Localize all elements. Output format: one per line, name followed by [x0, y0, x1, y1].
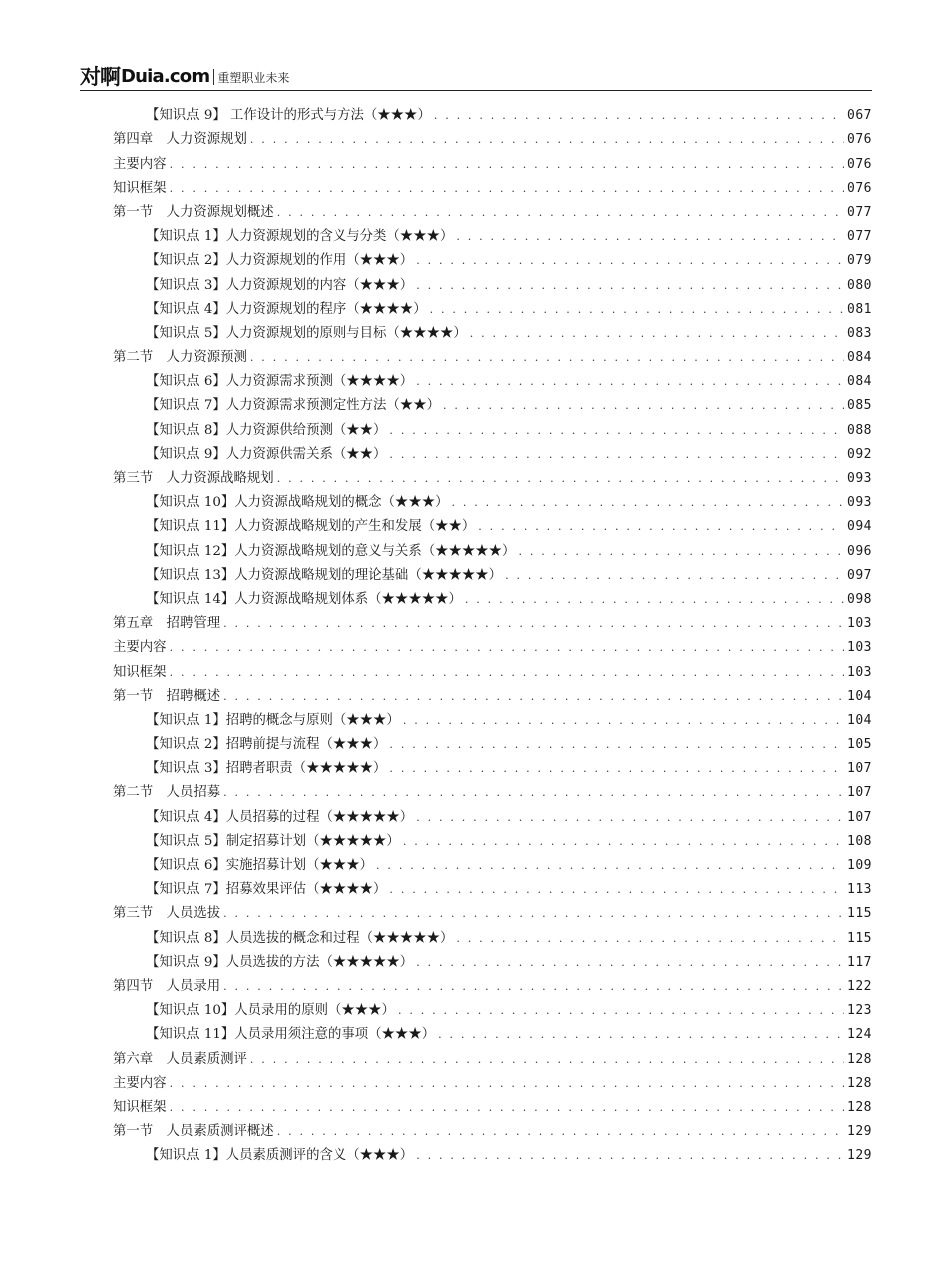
logo-domain: Duia.com: [121, 66, 210, 87]
toc-entry-title: 【知识点 8】人员选拔的概念和过程（★★★★★）: [146, 930, 454, 946]
toc-page-number: 092: [847, 446, 872, 462]
toc-page-number: 128: [847, 1099, 872, 1115]
toc-entry-title: 【知识点 11】人力资源战略规划的产生和发展（★★）: [146, 519, 476, 535]
toc-leader-dots: [452, 494, 845, 512]
toc-entry-knowledge-point[interactable]: [113, 101, 872, 125]
toc-page-number: 084: [847, 374, 872, 390]
toc-leader-dots: [389, 760, 844, 778]
toc-leader-dots: [416, 954, 844, 972]
toc-page-number: 128: [847, 1051, 872, 1067]
toc-leader-dots: [389, 422, 844, 440]
toc-entry-title: 【知识点 7】人力资源需求预测定性方法（★★）: [146, 398, 440, 414]
logo-divider: [213, 69, 214, 85]
toc-leader-dots: [518, 543, 844, 561]
toc-entry-knowledge-point[interactable]: [113, 948, 872, 972]
toc-entry-title: 【知识点 8】人力资源供给预测（★★）: [146, 422, 387, 438]
toc-page-number: 109: [847, 858, 872, 873]
toc-page-number: 129: [847, 1148, 872, 1164]
toc-leader-dots: [376, 857, 844, 875]
toc-entry-knowledge-point[interactable]: [113, 536, 872, 560]
toc-entry-title: 第一节 人员素质测评概述: [113, 1124, 274, 1140]
toc-entry-knowledge-point[interactable]: [113, 706, 872, 730]
toc-entry-section[interactable]: [113, 778, 872, 802]
logo-slogan: 重塑职业未来: [217, 71, 290, 85]
toc-entry-knowledge-point[interactable]: [113, 827, 872, 851]
toc-entry-section[interactable]: [113, 972, 872, 996]
toc-entry-title: 【知识点 4】人力资源规划的程序（★★★★）: [146, 301, 427, 317]
toc-leader-dots: [223, 905, 844, 923]
toc-leader-dots: [223, 978, 844, 996]
toc-entry-section[interactable]: [113, 343, 872, 367]
toc-entry-title: 【知识点 5】人力资源规划的原则与目标（★★★★）: [146, 325, 467, 341]
toc-page-number: 098: [847, 591, 872, 607]
toc-leader-dots: [389, 881, 844, 899]
toc-leader-dots: [456, 228, 844, 246]
toc-page-number: 096: [847, 543, 872, 559]
toc-page-number: 076: [847, 180, 872, 196]
logo-chinese-name: 对啊: [80, 65, 120, 89]
toc-entry-title: 【知识点 3】招聘者职责（★★★★★）: [146, 761, 387, 777]
toc-page-number: 115: [847, 930, 872, 946]
toc-leader-dots: [416, 1147, 844, 1165]
toc-leader-dots: [465, 591, 844, 609]
toc-entry-title: 知识框架: [113, 1099, 167, 1115]
toc-entry-section[interactable]: [113, 899, 872, 923]
page-header: [80, 62, 872, 91]
toc-entry-knowledge-point[interactable]: [113, 319, 872, 343]
toc-entry-knowledge-point[interactable]: [113, 802, 872, 826]
toc-leader-dots: [403, 833, 844, 851]
toc-page-number: 103: [847, 616, 872, 632]
toc-leader-dots: [478, 518, 844, 536]
toc-entry-knowledge-point[interactable]: [113, 367, 872, 391]
toc-leader-dots: [170, 156, 844, 174]
toc-entry-knowledge-point[interactable]: [113, 754, 872, 778]
toc-entry-knowledge-point[interactable]: [113, 391, 872, 415]
toc-leader-dots: [403, 712, 844, 730]
toc-entry-knowledge-point[interactable]: [113, 996, 872, 1020]
toc-leader-dots: [250, 131, 844, 149]
toc-leader-dots: [416, 252, 844, 270]
toc-leader-dots: [470, 325, 844, 343]
toc-entry-title: 第二节 人员招募: [113, 785, 221, 801]
toc-entry-title: 【知识点 2】招聘前提与流程（★★★）: [146, 737, 387, 753]
toc-entry-title: 【知识点 10】人力资源战略规划的概念（★★★）: [146, 495, 449, 511]
toc-page-number: 083: [847, 325, 872, 341]
toc-entry-title: 主要内容: [113, 156, 167, 172]
toc-entry-title: 第四节 人员录用: [113, 978, 221, 994]
toc-entry-title: 主要内容: [113, 640, 167, 656]
toc-page-number: 077: [847, 204, 872, 220]
toc-page-number: 107: [847, 809, 872, 825]
toc-entry-title: 第三节 人力资源战略规划: [113, 471, 274, 486]
toc-entry-section[interactable]: [113, 149, 872, 173]
toc-leader-dots: [443, 397, 844, 415]
toc-page-number: 117: [847, 954, 872, 970]
toc-entry-title: 【知识点 1】招聘的概念与原则（★★★）: [146, 712, 400, 728]
toc-page-number: 123: [847, 1003, 872, 1019]
toc-leader-dots: [277, 204, 844, 222]
toc-page-number: 081: [847, 301, 872, 317]
toc-entry-section[interactable]: [113, 198, 872, 222]
toc-entry-section[interactable]: [113, 464, 872, 488]
toc-entry-title: 【知识点 9】人员选拔的方法（★★★★★）: [146, 954, 414, 970]
toc-entry-knowledge-point[interactable]: [113, 730, 872, 754]
toc-page-number: 104: [847, 712, 872, 728]
toc-entry-title: 第二节 人力资源预测: [113, 350, 247, 366]
toc-entry-knowledge-point[interactable]: [113, 488, 872, 512]
toc-entry-title: 【知识点 1】人力资源规划的含义与分类（★★★）: [146, 229, 454, 245]
toc-entry-knowledge-point[interactable]: [113, 851, 872, 875]
toc-page-number: 079: [847, 253, 872, 269]
toc-entry-section[interactable]: [113, 1044, 872, 1068]
toc-entry-title: 知识框架: [113, 180, 167, 196]
toc-page-number: 107: [847, 761, 872, 777]
toc-entry-section[interactable]: [113, 682, 872, 706]
toc-page-number: 093: [847, 495, 872, 511]
toc-entry-title: 【知识点 2】人力资源规划的作用（★★★）: [146, 253, 414, 269]
toc-entry-title: 【知识点 5】制定招募计划（★★★★★）: [146, 833, 400, 849]
toc-entry-title: 【知识点 13】人力资源战略规划的理论基础（★★★★★）: [146, 567, 503, 583]
toc-leader-dots: [416, 809, 844, 827]
toc-entry-title: 知识框架: [113, 664, 167, 680]
toc-page-number: 097: [847, 567, 872, 583]
toc-entry-title: 第五章 招聘管理: [113, 616, 221, 632]
toc-entry-section[interactable]: [113, 1069, 872, 1093]
toc-leader-dots: [170, 180, 844, 198]
toc-entry-title: 【知识点 10】人员录用的原则（★★★）: [146, 1003, 395, 1019]
table-of-contents: [113, 101, 872, 1165]
toc-entry-section[interactable]: [113, 633, 872, 657]
toc-entry-title: 第六章 人员素质测评: [113, 1051, 247, 1067]
toc-entry-title: 【知识点 9】 工作设计的形式与方法（★★★）: [146, 108, 431, 124]
toc-entry-title: 第四章 人力资源规划: [113, 132, 247, 148]
toc-entry-knowledge-point[interactable]: [113, 923, 872, 947]
duia-logo: [80, 62, 289, 88]
toc-leader-dots: [223, 615, 844, 633]
toc-entry-knowledge-point[interactable]: [113, 1141, 872, 1165]
toc-entry-title: 第一节 人力资源规划概述: [113, 204, 274, 220]
toc-page-number: 084: [847, 350, 872, 366]
toc-leader-dots: [170, 1099, 844, 1117]
toc-entry-section[interactable]: [113, 1093, 872, 1117]
toc-leader-dots: [170, 1075, 844, 1093]
toc-leader-dots: [416, 277, 844, 295]
toc-leader-dots: [277, 470, 844, 488]
toc-page-number: 088: [847, 422, 872, 438]
toc-entry-knowledge-point[interactable]: [113, 1020, 872, 1044]
toc-entry-knowledge-point[interactable]: [113, 875, 872, 899]
toc-entry-knowledge-point[interactable]: [113, 585, 872, 609]
toc-page-number: 067: [847, 108, 872, 124]
toc-page-number: 094: [847, 519, 872, 535]
toc-leader-dots: [223, 784, 844, 802]
toc-entry-title: 【知识点 12】人力资源战略规划的意义与关系（★★★★★）: [146, 543, 516, 559]
toc-entry-title: 第一节 招聘概述: [113, 688, 221, 704]
toc-page-number: 077: [847, 229, 872, 245]
toc-page-number: 107: [847, 785, 872, 801]
toc-page-number: 129: [847, 1124, 872, 1140]
toc-entry-title: 【知识点 14】人力资源战略规划体系（★★★★★）: [146, 591, 462, 607]
toc-leader-dots: [223, 688, 844, 706]
toc-leader-dots: [250, 349, 844, 367]
toc-entry-section[interactable]: [113, 1117, 872, 1141]
toc-page-number: 080: [847, 277, 872, 293]
toc-entry-knowledge-point[interactable]: [113, 295, 872, 319]
toc-page-number: 076: [847, 132, 872, 148]
toc-entry-title: 【知识点 9】人力资源供需关系（★★）: [146, 446, 387, 462]
toc-page-number: 103: [847, 640, 872, 656]
toc-page-number: 093: [847, 471, 872, 486]
toc-leader-dots: [389, 446, 844, 464]
toc-entry-knowledge-point[interactable]: [113, 415, 872, 439]
toc-entry-section[interactable]: [113, 657, 872, 681]
toc-leader-dots: [430, 301, 844, 319]
toc-entry-title: 【知识点 1】人员素质测评的含义（★★★）: [146, 1148, 414, 1164]
toc-leader-dots: [389, 736, 844, 754]
toc-entry-title: 【知识点 6】实施招募计划（★★★）: [146, 858, 374, 873]
toc-leader-dots: [398, 1002, 844, 1020]
toc-entry-section[interactable]: [113, 125, 872, 149]
toc-leader-dots: [170, 664, 844, 682]
toc-entry-knowledge-point[interactable]: [113, 222, 872, 246]
toc-page-number: 115: [847, 906, 872, 922]
toc-leader-dots: [277, 1123, 844, 1141]
toc-page-number: 076: [847, 156, 872, 172]
toc-leader-dots: [505, 567, 844, 585]
toc-leader-dots: [456, 930, 844, 948]
toc-entry-knowledge-point[interactable]: [113, 561, 872, 585]
toc-entry-title: 【知识点 6】人力资源需求预测（★★★★）: [146, 374, 414, 390]
toc-entry-section[interactable]: [113, 609, 872, 633]
toc-entry-title: 【知识点 7】招募效果评估（★★★★）: [146, 882, 387, 898]
toc-page-number: 124: [847, 1027, 872, 1043]
toc-page-number: 085: [847, 398, 872, 414]
toc-entry-title: 主要内容: [113, 1075, 167, 1091]
toc-page-number: 103: [847, 664, 872, 680]
toc-entry-title: 【知识点 4】人员招募的过程（★★★★★）: [146, 809, 414, 825]
toc-leader-dots: [438, 1026, 844, 1044]
toc-page-number: 128: [847, 1075, 872, 1091]
toc-page-number: 104: [847, 688, 872, 704]
toc-entry-title: 【知识点 3】人力资源规划的内容（★★★）: [146, 277, 414, 293]
toc-entry-section[interactable]: [113, 174, 872, 198]
toc-entry-knowledge-point[interactable]: [113, 440, 872, 464]
toc-entry-knowledge-point[interactable]: [113, 246, 872, 270]
toc-leader-dots: [170, 639, 844, 657]
toc-entry-knowledge-point[interactable]: [113, 512, 872, 536]
toc-page-number: 113: [847, 882, 872, 898]
toc-page-number: 108: [847, 833, 872, 849]
toc-page-number: 122: [847, 978, 872, 994]
toc-leader-dots: [434, 107, 844, 125]
toc-entry-knowledge-point[interactable]: [113, 270, 872, 294]
toc-entry-title: 【知识点 11】人员录用须注意的事项（★★★）: [146, 1027, 436, 1043]
toc-leader-dots: [416, 373, 844, 391]
toc-entry-title: 第三节 人员选拔: [113, 906, 221, 922]
toc-page-number: 105: [847, 737, 872, 753]
toc-leader-dots: [250, 1051, 844, 1069]
